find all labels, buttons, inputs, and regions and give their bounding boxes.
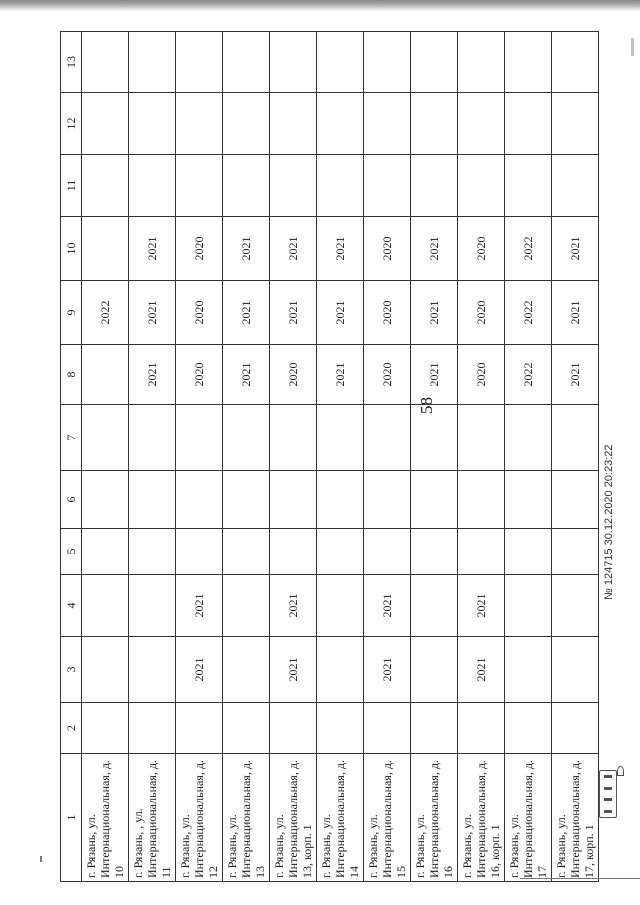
year-cell — [82, 345, 129, 405]
year-cell — [82, 637, 129, 703]
year-cell — [82, 405, 129, 471]
year-cell: 2021 — [223, 217, 270, 281]
year-cell — [505, 405, 552, 471]
year-cell — [129, 529, 176, 575]
year-cell — [82, 217, 129, 281]
address-cell: г. Рязань, ул. Интернациональная, д. 14 — [317, 754, 364, 882]
year-cell: 2021 — [364, 575, 411, 637]
year-cell — [223, 637, 270, 703]
year-cell — [505, 529, 552, 575]
year-cell — [411, 471, 458, 529]
year-cell — [176, 471, 223, 529]
housing-register-table — [60, 31, 599, 882]
year-cell: 2021 — [458, 637, 505, 703]
year-cell — [411, 529, 458, 575]
year-cell: 2021 — [270, 217, 317, 281]
year-cell: 2021 — [552, 345, 599, 405]
year-cell: 2022 — [505, 217, 552, 281]
year-cell — [411, 93, 458, 155]
year-cell — [129, 32, 176, 93]
year-cell — [458, 471, 505, 529]
year-cell — [552, 703, 599, 754]
year-cell — [505, 32, 552, 93]
year-cell — [411, 405, 458, 471]
year-cell — [552, 471, 599, 529]
table-row — [270, 32, 317, 882]
year-cell — [458, 93, 505, 155]
year-cell — [458, 703, 505, 754]
address-cell: г. Рязань, ул. Интернациональная, д. 12 — [176, 754, 223, 882]
year-cell — [223, 703, 270, 754]
address-cell: г. Рязань, ул. Интернациональная, д. 13, корп. 1 — [270, 754, 317, 882]
year-cell — [270, 529, 317, 575]
year-cell: 2020 — [364, 345, 411, 405]
year-cell — [317, 155, 364, 217]
year-cell: 2021 — [176, 575, 223, 637]
year-cell — [458, 529, 505, 575]
year-cell: 2021 — [129, 281, 176, 345]
year-cell — [223, 529, 270, 575]
year-cell — [129, 405, 176, 471]
year-cell: 2021 — [411, 217, 458, 281]
year-cell: 2020 — [458, 281, 505, 345]
year-cell — [505, 93, 552, 155]
year-cell — [82, 155, 129, 217]
page-number: 58 — [417, 397, 436, 414]
year-cell: 2021 — [317, 217, 364, 281]
registration-stamp: № 124715 30.12.2020 20:23:22 — [603, 444, 615, 600]
year-cell — [176, 32, 223, 93]
scan-bottom-rule — [520, 878, 640, 879]
year-cell — [364, 93, 411, 155]
address-cell: г. Рязань, ул. Интернациональная, д. 17 — [505, 754, 552, 882]
year-cell — [317, 32, 364, 93]
year-cell — [458, 405, 505, 471]
year-cell: 2021 — [270, 281, 317, 345]
year-cell — [317, 405, 364, 471]
column-header-12: 12 — [61, 93, 82, 155]
year-cell — [552, 575, 599, 637]
table-row — [129, 32, 176, 882]
year-cell — [270, 405, 317, 471]
year-cell — [129, 703, 176, 754]
year-cell — [82, 703, 129, 754]
year-cell: 2020 — [270, 345, 317, 405]
year-cell: 2020 — [458, 345, 505, 405]
year-cell: 2021 — [364, 637, 411, 703]
scan-shadow — [0, 0, 640, 12]
year-cell — [552, 155, 599, 217]
year-cell: 2020 — [176, 217, 223, 281]
year-cell — [411, 703, 458, 754]
year-cell — [364, 703, 411, 754]
column-header-6: 6 — [61, 471, 82, 529]
year-cell — [317, 471, 364, 529]
column-header-5: 5 — [61, 529, 82, 575]
year-cell — [317, 637, 364, 703]
column-header-3: 3 — [61, 637, 82, 703]
year-cell — [270, 93, 317, 155]
year-cell — [270, 155, 317, 217]
year-cell — [411, 575, 458, 637]
year-cell — [129, 155, 176, 217]
year-cell — [82, 32, 129, 93]
address-cell: г. Рязань, , ул. Интернациональная, д. 11 — [129, 754, 176, 882]
year-cell: 2021 — [223, 345, 270, 405]
year-cell: 2021 — [411, 281, 458, 345]
year-cell: 2021 — [552, 281, 599, 345]
year-cell: 2022 — [82, 281, 129, 345]
year-cell: 2021 — [317, 281, 364, 345]
year-cell — [270, 471, 317, 529]
year-cell — [552, 93, 599, 155]
address-cell: г. Рязань, ул. Интернациональная, д. 13 — [223, 754, 270, 882]
scan-dot-mark — [40, 856, 42, 862]
year-cell — [364, 155, 411, 217]
rotated-table-wrapper — [60, 32, 596, 882]
year-cell — [176, 529, 223, 575]
year-cell — [82, 575, 129, 637]
year-cell — [129, 637, 176, 703]
year-cell — [82, 471, 129, 529]
year-cell — [176, 405, 223, 471]
year-cell — [176, 155, 223, 217]
year-cell: 2020 — [458, 217, 505, 281]
table-header — [61, 32, 82, 882]
column-header-1: 1 — [61, 754, 82, 882]
year-cell — [176, 93, 223, 155]
year-cell: 2021 — [552, 217, 599, 281]
address-cell: г. Рязань, ул. Интернациональная, д. 10 — [82, 754, 129, 882]
address-cell: г. Рязань, ул. Интернациональная, д. 15 — [364, 754, 411, 882]
year-cell — [505, 637, 552, 703]
table-row — [411, 32, 458, 882]
year-cell — [317, 575, 364, 637]
year-cell — [364, 32, 411, 93]
year-cell — [505, 471, 552, 529]
year-cell — [411, 637, 458, 703]
year-cell — [364, 471, 411, 529]
table-row — [364, 32, 411, 882]
year-cell — [176, 703, 223, 754]
column-header-10: 10 — [61, 217, 82, 281]
year-cell — [223, 575, 270, 637]
address-cell: г. Рязань, ул. Интернациональная, д. 16, корп. 1 — [458, 754, 505, 882]
table-row — [505, 32, 552, 882]
year-cell — [458, 155, 505, 217]
year-cell — [317, 93, 364, 155]
year-cell — [223, 471, 270, 529]
year-cell — [552, 32, 599, 93]
year-cell — [364, 529, 411, 575]
column-header-13: 13 — [61, 32, 82, 93]
table-row — [317, 32, 364, 882]
table-row — [176, 32, 223, 882]
table-body — [82, 32, 599, 882]
year-cell — [317, 529, 364, 575]
scan-edge-mark — [631, 38, 634, 56]
year-cell: 2021 — [411, 345, 458, 405]
year-cell — [552, 637, 599, 703]
column-header-4: 4 — [61, 575, 82, 637]
year-cell — [411, 155, 458, 217]
year-cell: 2020 — [364, 217, 411, 281]
column-header-11: 11 — [61, 155, 82, 217]
year-cell: 2021 — [129, 345, 176, 405]
year-cell — [129, 575, 176, 637]
year-cell — [458, 32, 505, 93]
table-row — [458, 32, 505, 882]
logo-cap-icon — [617, 766, 624, 776]
year-cell: 2022 — [505, 345, 552, 405]
year-cell: 2021 — [317, 345, 364, 405]
year-cell: 2021 — [223, 281, 270, 345]
year-cell — [317, 703, 364, 754]
year-cell — [505, 703, 552, 754]
year-cell — [552, 529, 599, 575]
year-cell: 2021 — [458, 575, 505, 637]
registry-logo-icon — [599, 770, 617, 818]
year-cell: 2020 — [364, 281, 411, 345]
table-row — [82, 32, 129, 882]
year-cell — [270, 32, 317, 93]
address-cell: г. Рязань, ул. Интернациональная, д. 17, корп. 1 — [552, 754, 599, 882]
year-cell: 2022 — [505, 281, 552, 345]
year-cell — [223, 93, 270, 155]
year-cell: 2021 — [129, 217, 176, 281]
year-cell — [411, 32, 458, 93]
year-cell — [223, 155, 270, 217]
year-cell — [223, 405, 270, 471]
year-cell — [270, 703, 317, 754]
column-header-2: 2 — [61, 703, 82, 754]
address-cell: г. Рязань, ул. Интернациональная, д. 16 — [411, 754, 458, 882]
year-cell: 2021 — [270, 575, 317, 637]
year-cell — [129, 93, 176, 155]
column-header-9: 9 — [61, 281, 82, 345]
table-row — [552, 32, 599, 882]
year-cell — [129, 471, 176, 529]
year-cell: 2020 — [176, 345, 223, 405]
year-cell: 2020 — [176, 281, 223, 345]
year-cell — [364, 405, 411, 471]
column-header-7: 7 — [61, 405, 82, 471]
year-cell — [82, 93, 129, 155]
year-cell — [82, 529, 129, 575]
year-cell: 2021 — [270, 637, 317, 703]
year-cell — [505, 155, 552, 217]
year-cell: 2021 — [176, 637, 223, 703]
year-cell — [552, 405, 599, 471]
table-row — [223, 32, 270, 882]
header-row — [61, 32, 82, 882]
column-header-8: 8 — [61, 345, 82, 405]
year-cell — [223, 32, 270, 93]
year-cell — [505, 575, 552, 637]
